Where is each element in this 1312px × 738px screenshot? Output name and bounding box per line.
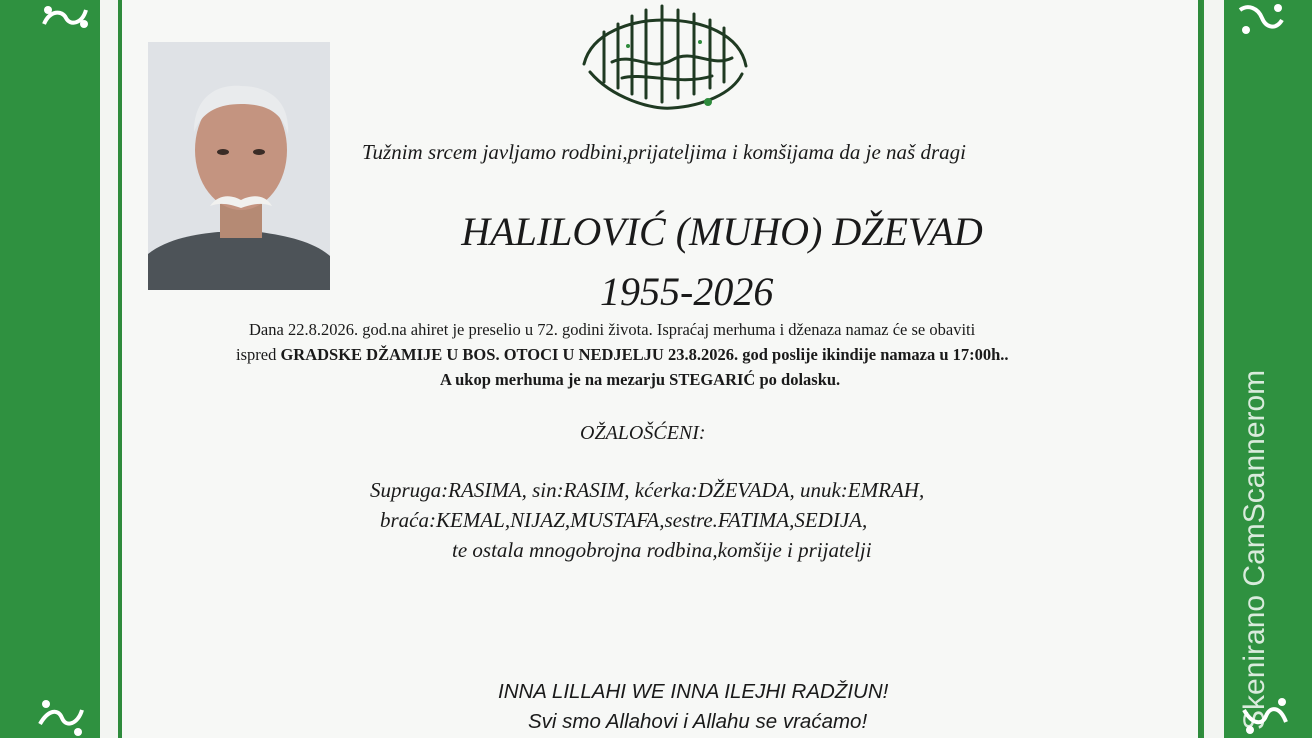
announcement-place: GRADSKE DŽAMIJE U BOS. OTOCI U NEDJELJU 23.8.2026. god poslije ikindije namaza u 17:00h.. (280, 345, 1009, 364)
left-white-frame (100, 0, 118, 738)
ornament-top-right-icon (1236, 0, 1288, 44)
ornament-top-left-icon (40, 0, 92, 30)
closing-line-2: Svi smo Allahovi i Allahu se vraćamo! (528, 710, 868, 733)
left-green-border (0, 0, 100, 738)
right-inner-line (1198, 0, 1202, 738)
announcement-prefix: ispred (236, 345, 281, 364)
right-white-frame (1204, 0, 1224, 738)
life-years: 1955-2026 (600, 269, 774, 314)
announcement-line-2 (236, 345, 1009, 365)
family-line-2: braća:KEMAL,NIJAZ,MUSTAFA,sestre.FATIMA,SEDIJA, (380, 508, 868, 532)
arabic-calligraphy-icon (572, 2, 756, 122)
ornament-bottom-left-icon (36, 694, 88, 738)
announcement-line-1: Dana 22.8.2026. god.na ahiret je preselio u 72. godini života. Ispraćaj merhuma i dženaza namaz će se obaviti (249, 320, 976, 339)
scanner-watermark: Skenirano CamScannerom (1238, 369, 1271, 730)
deceased-name-text: HALILOVIĆ (MUHO) DŽEVAD (461, 209, 983, 254)
deceased-name (0, 208, 1312, 255)
closing-line-1: INNA LILLAHI WE INNA ILEJHI RADŽIUN! (498, 680, 889, 703)
family-line-3: te ostala mnogobrojna rodbina,komšije i prijatelji (452, 538, 872, 562)
intro-text: Tužnim srcem javljamo rodbini,prijateljima i komšijama da je naš dragi (362, 140, 966, 164)
family-line-1: Supruga:RASIMA, sin:RASIM, kćerka:DŽEVADA, unuk:EMRAH, (370, 478, 925, 502)
mourners-heading: OŽALOŠĆENI: (580, 422, 706, 444)
announcement-line-3: A ukop merhuma je na mezarju STEGARIĆ po dolasku. (440, 370, 841, 389)
